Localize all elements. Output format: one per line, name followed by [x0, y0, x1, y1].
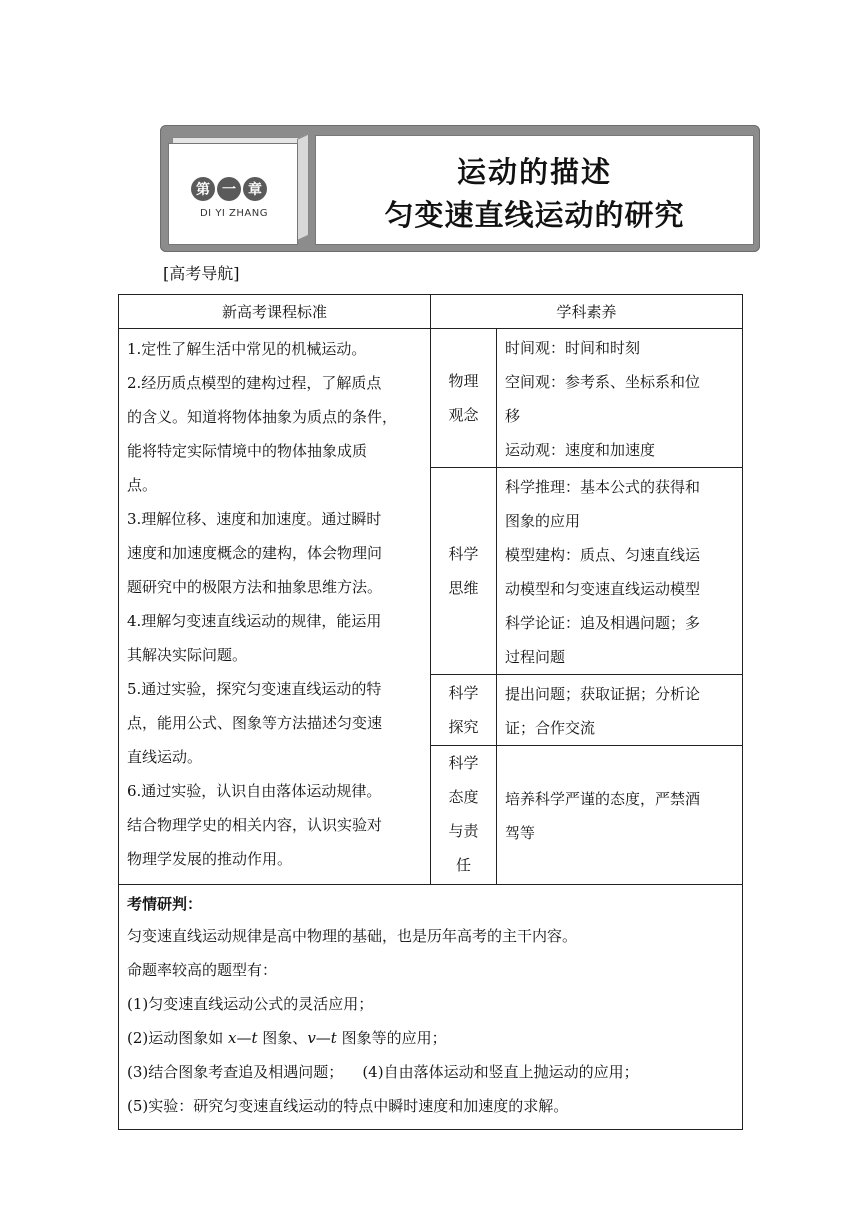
- header-literacy: 学科素养: [431, 295, 743, 329]
- category-word: 思维: [448, 579, 479, 597]
- exam-analysis-cell: [119, 885, 743, 1130]
- literacy-line: 时间观：时间和时刻: [505, 339, 641, 357]
- standard-line: 题研究中的极限方法和抽象思维方法。: [127, 578, 383, 596]
- table-row: [119, 885, 743, 1130]
- standard-line: 2.经历质点模型的建构过程，了解质点: [127, 374, 382, 392]
- curriculum-standards-cell: [119, 329, 431, 885]
- curriculum-table: [118, 294, 743, 1130]
- literacy-line: 科学论证：追及相遇问题；多: [505, 614, 701, 632]
- standard-line: 直线运动。: [127, 748, 203, 766]
- exam-analysis-line: 匀变速直线运动规律是高中物理的基础，也是历年高考的主干内容。: [127, 927, 578, 945]
- standard-line: 速度和加速度概念的建构，体会物理问: [127, 544, 383, 562]
- category-word: 物理: [448, 372, 479, 390]
- literacy-line: 培养科学严谨的态度，严禁酒: [505, 790, 701, 808]
- chapter-badge-char-1: 第: [191, 177, 215, 201]
- literacy-line: 驾等: [505, 824, 536, 842]
- literacy-line: 动模型和匀变速直线运动模型: [505, 580, 701, 598]
- literacy-category-scientific-thinking: [431, 468, 497, 675]
- math-var-x: x: [228, 1029, 237, 1047]
- literacy-category-attitude-responsibility: [431, 746, 497, 885]
- literacy-detail-scientific-thinking: [497, 468, 743, 675]
- standard-line: 1.定性了解生活中常见的机械运动。: [127, 340, 367, 358]
- standard-line: 4.理解匀变速直线运动的规律，能运用: [127, 612, 382, 630]
- standard-line: 3.理解位移、速度和加速度。通过瞬时: [127, 510, 382, 528]
- header-standard: 新高考课程标准: [119, 295, 431, 329]
- exam-topic-item: [127, 1021, 734, 1055]
- math-dash: —: [315, 1029, 331, 1047]
- category-word: 科学: [448, 684, 479, 702]
- literacy-line: 运动观：速度和加速度: [505, 441, 656, 459]
- chapter-title-line-1: 运动的描述: [456, 155, 612, 189]
- literacy-line: 证；合作交流: [505, 719, 596, 737]
- category-word: 观念: [448, 406, 479, 424]
- exam-analysis-heading: 考情研判：: [127, 895, 203, 913]
- literacy-line: 模型建构：质点、匀速直线运: [505, 546, 701, 564]
- math-var-v: v: [307, 1029, 316, 1047]
- chapter-title-line-2: 匀变速直线运动的研究: [384, 198, 685, 232]
- standard-line: 结合物理学史的相关内容，认识实验对: [127, 816, 383, 834]
- literacy-line: 图象的应用: [505, 512, 581, 530]
- category-word: 与责: [448, 822, 479, 840]
- category-word: 探究: [448, 718, 479, 736]
- literacy-line: 过程问题: [505, 648, 566, 666]
- exam-topic-item: (1)匀变速直线运动公式的灵活应用；: [127, 995, 374, 1013]
- item-text: 图象等的应用；: [336, 1029, 447, 1047]
- chapter-pinyin: DI YI ZHANG: [199, 208, 268, 219]
- chapter-badge: [191, 177, 267, 201]
- chapter-label-box: [168, 135, 308, 245]
- chapter-title-panel: [315, 135, 754, 245]
- standard-line: 其解决实际问题。: [127, 646, 248, 664]
- literacy-category-scientific-inquiry: [431, 675, 497, 746]
- standard-line: 5.通过实验，探究匀变速直线运动的特: [127, 680, 382, 698]
- table-header-row: [119, 295, 743, 329]
- standard-line: 的含义。知道将物体抽象为质点的条件，: [127, 408, 398, 426]
- category-word: 科学: [448, 754, 479, 772]
- item-text: 图象、: [257, 1029, 308, 1047]
- standard-line: 能将特定实际情境中的物体抽象成质: [127, 442, 368, 460]
- literacy-line: 移: [505, 407, 521, 425]
- literacy-detail-scientific-inquiry: [497, 675, 743, 746]
- literacy-category-physics-concept: [431, 329, 497, 468]
- category-word: 任: [455, 856, 471, 874]
- literacy-detail-physics-concept: [497, 329, 743, 468]
- box-side-face: [297, 133, 309, 241]
- standard-line: 点。: [127, 476, 158, 494]
- exam-topic-item: (3)结合图象考查追及相遇问题； (4)自由落体运动和竖直上抛运动的应用；: [127, 1063, 639, 1081]
- chapter-badge-char-3: 章: [243, 177, 267, 201]
- table-row: [119, 329, 743, 468]
- section-heading: [高考导航]: [163, 264, 240, 283]
- exam-analysis-line: 命题率较高的题型有：: [127, 961, 278, 979]
- chapter-banner: [160, 125, 760, 252]
- math-var-t: t: [330, 1029, 337, 1047]
- exam-topic-item: (5)实验：研究匀变速直线运动的特点中瞬时速度和加速度的求解。: [127, 1097, 569, 1115]
- standard-line: 物理学发展的推动作用。: [127, 850, 293, 868]
- literacy-line: 科学推理：基本公式的获得和: [505, 478, 701, 496]
- literacy-line: 空间观：参考系、坐标系和位: [505, 373, 701, 391]
- chapter-badge-char-2: 一: [217, 177, 241, 201]
- math-dash: —: [236, 1029, 252, 1047]
- standard-line: 点，能用公式、图象等方法描述匀变速: [127, 714, 383, 732]
- category-word: 态度: [448, 788, 479, 806]
- literacy-line: 提出问题；获取证据；分析论: [505, 685, 701, 703]
- item-text: (2)运动图象如: [127, 1029, 229, 1047]
- math-var-t: t: [251, 1029, 258, 1047]
- literacy-detail-attitude-responsibility: [497, 746, 743, 885]
- category-word: 科学: [448, 545, 479, 563]
- standard-line: 6.通过实验，认识自由落体运动规律。: [127, 782, 382, 800]
